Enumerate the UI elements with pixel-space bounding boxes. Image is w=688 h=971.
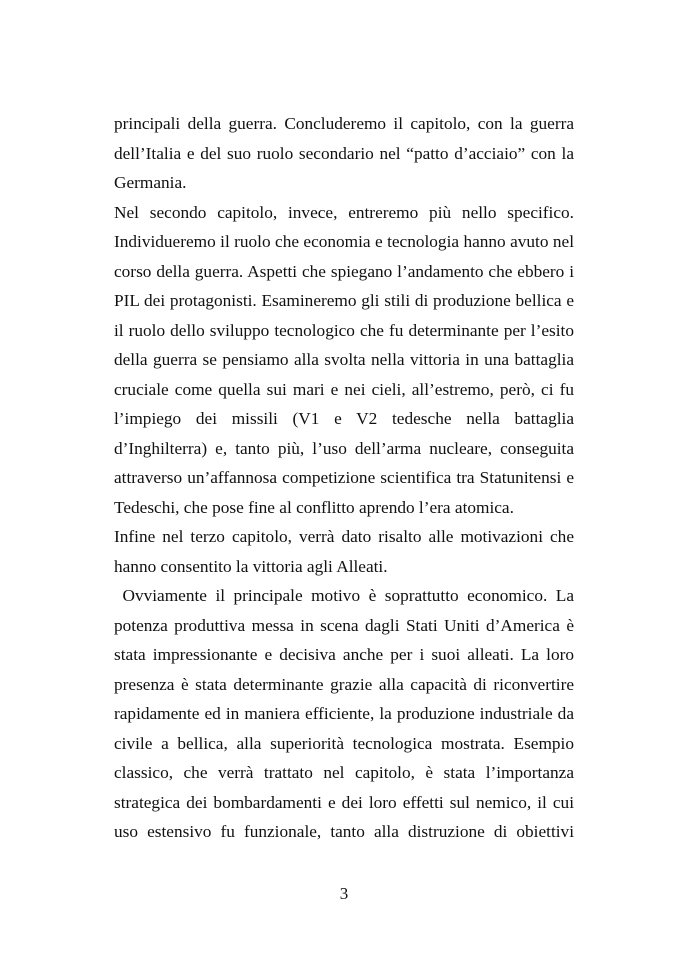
text-line-5: Individueremo il ruolo che economia e tecnologia hanno avuto nel <box>114 232 574 251</box>
text-line-4: Nel secondo capitolo, invece, entreremo più nello specifico. <box>114 202 574 222</box>
text-line-20: presenza è stata determinante grazie alla capacità di riconvertire <box>114 674 574 694</box>
text-line-2: dell’Italia e del suo ruolo secondario nel “patto d’acciaio” con la <box>114 143 574 163</box>
text-line-13: attraverso un’affannosa competizione scientifica tra Statunitensi e <box>114 468 574 487</box>
text-line-16: hanno consentito la vittoria agli Alleati. <box>114 556 388 576</box>
text-line-11: l’impiego dei missili (V1 e V2 tedesche nella battaglia <box>114 409 574 428</box>
text-line-24: strategica dei bombardamenti e dei loro effetti sul nemico, il cui <box>114 792 574 812</box>
text-line-1: principali della guerra. Concluderemo il capitolo, con la guerra <box>114 114 574 133</box>
text-line-15: Infine nel terzo capitolo, verrà dato risalto alle motivazioni che <box>114 527 574 546</box>
page-number: 3 <box>339 884 349 903</box>
text-line-25: uso estensivo fu funzionale, tanto alla distruzione di obiettivi <box>114 822 574 841</box>
text-line-18: potenza produttiva messa in scena dagli Stati Uniti d’America è <box>114 615 574 635</box>
text-line-14: Tedeschi, che pose fine al conflitto aprendo l’era atomica. <box>114 497 514 517</box>
text-line-9: della guerra se pensiamo alla svolta nella vittoria in una battaglia <box>114 350 574 369</box>
text-line-23: classico, che verrà trattato nel capitolo, è stata l’importanza <box>114 763 574 782</box>
text-line-6: corso della guerra. Aspetti che spiegano l’andamento che ebbero i <box>114 261 574 281</box>
text-line-12: d’Inghilterra) e, tanto più, l’uso dell’arma nucleare, conseguita <box>114 438 574 458</box>
page-body <box>114 109 574 847</box>
text-line-21: rapidamente ed in maniera efficiente, la produzione industriale da <box>114 704 574 723</box>
text-line-8: il ruolo dello sviluppo tecnologico che fu determinante per l’esito <box>114 320 574 340</box>
text-line-22: civile a bellica, alla superiorità tecnologica mostrata. Esempio <box>114 733 574 753</box>
text-line-7: PIL dei protagonisti. Esamineremo gli stili di produzione bellica e <box>114 291 574 310</box>
text-line-10: cruciale come quella sui mari e nei cieli, all’estremo, però, ci fu <box>114 379 574 399</box>
text-line-17: Ovviamente il principale motivo è soprattutto economico. La <box>114 586 574 605</box>
text-line-19: stata impressionante e decisiva anche per i suoi alleati. La loro <box>114 645 574 664</box>
text-line-3: Germania. <box>114 173 187 192</box>
